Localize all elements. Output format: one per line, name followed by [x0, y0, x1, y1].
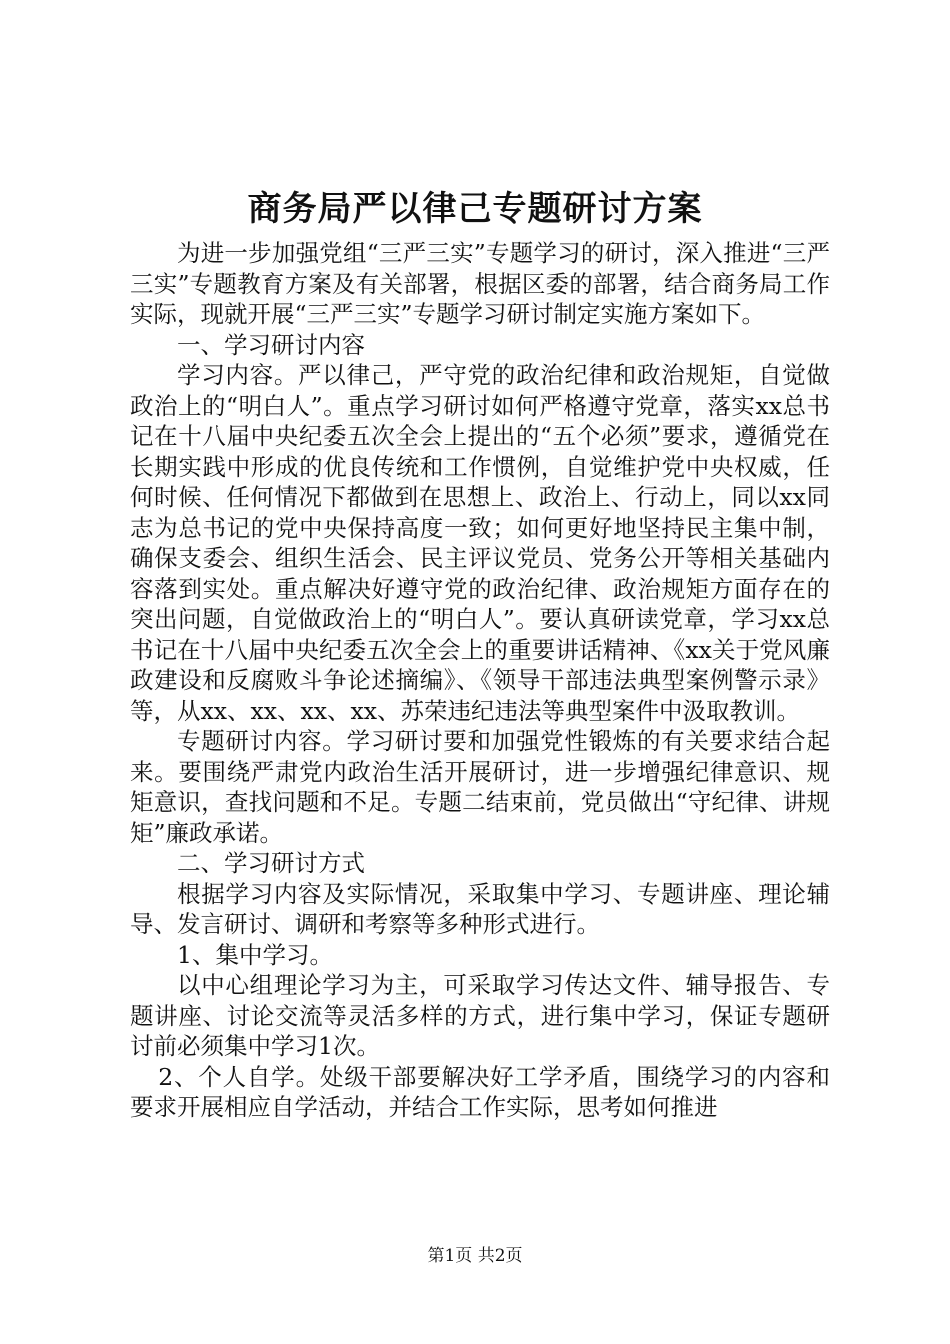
- study-content-paragraph: 学习内容。严以律己，严守党的政治纪律和政治规矩，自觉做政治上的“明白人”。重点学习研讨如何严格遵守党章，落实xx总书记在十八届中央纪委五次全会上提出的“五个必须”要求，遵循党在长期实践中形成的优良传统和工作惯例，自觉维护党中央权威，任何时候、任何情况下都做到在思想上、政治上、行动上，同以xx同志为总书记的党中央保持高度一致；如何更好地坚持民主集中制，确保支委会、组织生活会、民主评议党员、党务公开等相关基础内容落到实处。重点解决好遵守党的政治纪律、政治规矩方面存在的突出问题，自觉做政治上的“明白人”。要认真研读党章，学习xx总书记在十八届中央纪委五次全会上的重要讲话精神、《xx关于党风廉政建设和反腐败斗争论述摘编》、《领导干部违法典型案例警示录》等，从xx、xx、xx、xx、苏荣违纪违法等典型案件中汲取教训。: [130, 361, 830, 725]
- page-number-footer: 第1页 共2页: [427, 1246, 523, 1266]
- methods-paragraph: 根据学习内容及实际情况，采取集中学习、专题讲座、理论辅导、发言研讨、调研和考察等多种形式进行。: [130, 879, 830, 938]
- document-body: [130, 238, 830, 1123]
- seminar-content-paragraph: 专题研讨内容。学习研讨要和加强党性锻炼的有关要求结合起来。要围绕严肃党内政治生活开展研讨，进一步增强纪律意识、规矩意识，查找问题和不足。专题二结束前，党员做出“守纪律、讲规矩”廉政承诺。: [130, 727, 830, 847]
- self-study-paragraph: 2、个人自学。处级干部要解决好工学矛盾，围绕学习的内容和要求开展相应自学活动，并结合工作实际，思考如何推进: [130, 1062, 830, 1121]
- subheading-centralized-study: 1、集中学习。: [177, 940, 333, 969]
- section-heading-1: 一、学习研讨内容: [177, 330, 365, 359]
- centralized-study-paragraph: 以中心组理论学习为主，可采取学习传达文件、辅导报告、专题讲座、讨论交流等灵活多样的方式，进行集中学习，保证专题研讨前必须集中学习1次。: [130, 971, 830, 1060]
- section-heading-2: 二、学习研讨方式: [177, 849, 365, 877]
- document-title: 商务局严以律己专题研讨方案: [247, 189, 703, 229]
- intro-paragraph: 为进一步加强党组“三严三实”专题学习的研讨，深入推进“三严三实”专题教育方案及有关部署，根据区委的部署，结合商务局工作实际，现就开展“三严三实”专题学习研讨制定实施方案如下。: [130, 239, 830, 328]
